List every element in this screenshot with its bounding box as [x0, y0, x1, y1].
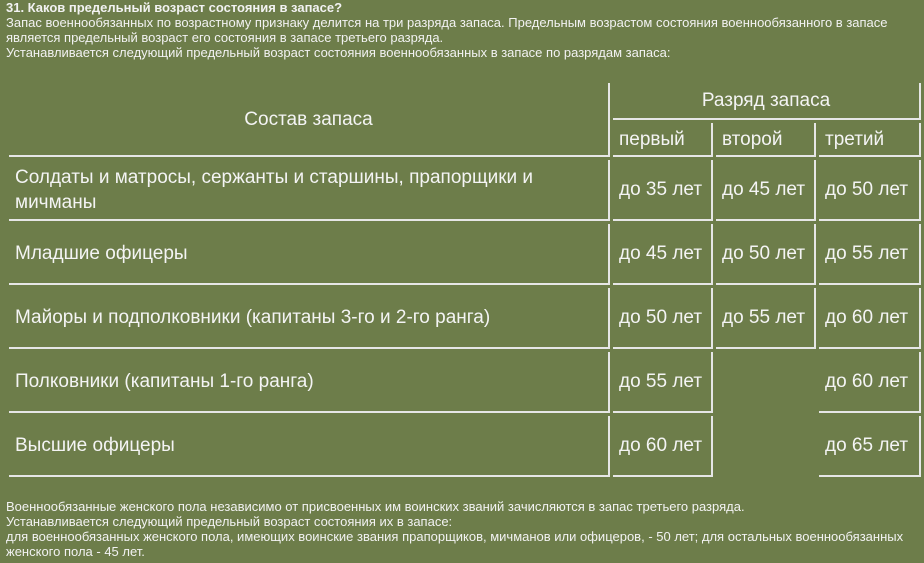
row-composition: Солдаты и матросы, сержанты и старшины, прапорщики и мичманы	[9, 160, 610, 221]
row-second-limit: до 45 лет	[716, 160, 816, 221]
row-composition: Полковники (капитаны 1-го ранга)	[9, 352, 610, 413]
row-first-limit: до 45 лет	[613, 224, 713, 285]
row-second-limit: до 55 лет	[716, 288, 816, 349]
row-first-limit: до 50 лет	[613, 288, 713, 349]
row-third-limit: до 55 лет	[819, 224, 921, 285]
row-composition: Высшие офицеры	[9, 416, 610, 477]
intro-block	[6, 0, 921, 60]
row-composition: Майоры и подполковники (капитаны 3-го и 2-го ранга)	[9, 288, 610, 349]
question-title: 31. Каков предельный возраст состояния в запасе?	[6, 0, 343, 15]
table-row	[9, 160, 921, 221]
row-third-limit: до 50 лет	[819, 160, 921, 221]
reserve-age-table	[6, 80, 924, 480]
row-composition: Младшие офицеры	[9, 224, 610, 285]
header-col-third: третий	[819, 123, 921, 157]
row-first-limit: до 55 лет	[613, 352, 713, 413]
row-first-limit: до 35 лет	[613, 160, 713, 221]
footer-block	[6, 499, 921, 559]
row-third-limit: до 60 лет	[819, 288, 921, 349]
header-col-first: первый	[613, 123, 713, 157]
footer-lead-in: Устанавливается следующий предельный возраст состояния их в запасе:	[6, 514, 453, 529]
header-col-second: второй	[716, 123, 816, 157]
row-second-limit: до 50 лет	[716, 224, 816, 285]
table-row	[9, 224, 921, 285]
table-row	[9, 352, 921, 413]
row-first-limit: до 60 лет	[613, 416, 713, 477]
row-second-limit-empty	[716, 416, 816, 477]
table-row	[9, 288, 921, 349]
row-third-limit: до 65 лет	[819, 416, 921, 477]
footer-women-age-limits: для военнообязанных женского пола, имеющих воинские звания прапорщиков, мичманов или офицеров, - 50 лет; для остальных военнообязанных женского пола - 45 лет.	[6, 529, 904, 559]
header-composition: Состав запаса	[9, 83, 610, 157]
intro-paragraph: Запас военнообязанных по возрастному признаку делится на три разряда запаса. Предельным возрастом состояния военнообязанного в запасе является предельный возраст его состояния в запасе третьего разряда.	[6, 15, 888, 45]
row-second-limit-empty	[716, 352, 816, 413]
intro-lead-in: Устанавливается следующий предельный возраст состояния военнообязанных в запасе по разрядам запаса:	[6, 45, 671, 60]
footer-women-reserve-note: Военнообязанные женского пола независимо от присвоенных им воинских званий зачисляются в запас третьего разряда.	[6, 499, 745, 514]
header-reserve-category: Разряд запаса	[613, 83, 921, 120]
row-third-limit: до 60 лет	[819, 352, 921, 413]
table-row	[9, 416, 921, 477]
